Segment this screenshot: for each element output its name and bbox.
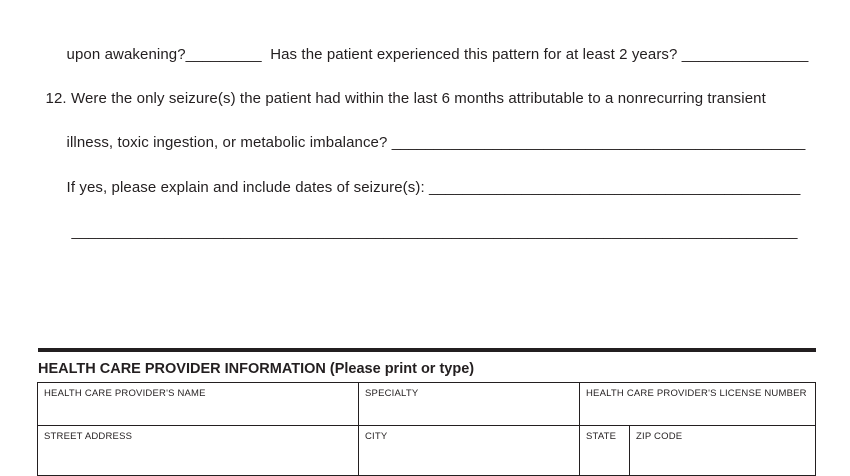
specialty-field[interactable] bbox=[359, 383, 580, 426]
zip-code-label: ZIP CODE bbox=[636, 431, 683, 442]
q12-line4 bbox=[63, 206, 798, 240]
street-address-label: STREET ADDRESS bbox=[44, 431, 133, 442]
city-field[interactable] bbox=[359, 426, 580, 476]
q12-explain-blank-2[interactable]: ______________________________________________________________________________________ bbox=[71, 223, 798, 240]
provider-subtitle: (Please print or type) bbox=[329, 361, 475, 377]
q12-number: 12. bbox=[45, 90, 67, 107]
section-divider bbox=[38, 348, 816, 352]
q12-line2 bbox=[58, 117, 805, 151]
provider-section-title bbox=[38, 361, 474, 377]
q11-pattern-blank[interactable]: _______________ bbox=[681, 46, 809, 63]
state-field[interactable] bbox=[580, 426, 630, 476]
q11-continued-line bbox=[58, 29, 808, 63]
license-number-field[interactable] bbox=[580, 383, 816, 426]
street-address-field[interactable] bbox=[38, 426, 359, 476]
q12-line3 bbox=[58, 162, 801, 196]
q12-imbalance-text: illness, toxic ingestion, or metabolic imbalance? bbox=[66, 134, 388, 151]
q11-pattern-text: Has the patient experienced this pattern for at least 2 years? bbox=[270, 46, 678, 63]
q12-question-text: Were the only seizure(s) the patient had within the last 6 months attributable to a nonrecurring transient bbox=[70, 90, 766, 107]
provider-info-grid bbox=[37, 382, 816, 476]
zip-code-field[interactable] bbox=[630, 426, 816, 476]
q12-imbalance-blank[interactable]: _________________________________________________ bbox=[391, 134, 806, 151]
city-label: CITY bbox=[365, 431, 388, 442]
q11-awakening-blank[interactable]: _________ bbox=[185, 46, 262, 63]
license-number-label: HEALTH CARE PROVIDER'S LICENSE NUMBER bbox=[586, 388, 807, 399]
q11-awakening-text: upon awakening? bbox=[66, 46, 186, 63]
state-label: STATE bbox=[586, 431, 617, 442]
provider-title: HEALTH CARE PROVIDER INFORMATION bbox=[38, 361, 326, 377]
provider-name-field[interactable] bbox=[38, 383, 359, 426]
specialty-label: SPECIALTY bbox=[365, 388, 419, 399]
q12-explain-text: If yes, please explain and include dates of seizure(s): bbox=[66, 179, 425, 196]
q12-explain-blank[interactable]: ____________________________________________ bbox=[429, 179, 801, 196]
provider-name-label: HEALTH CARE PROVIDER'S NAME bbox=[44, 388, 206, 399]
q12-line1 bbox=[37, 73, 766, 107]
